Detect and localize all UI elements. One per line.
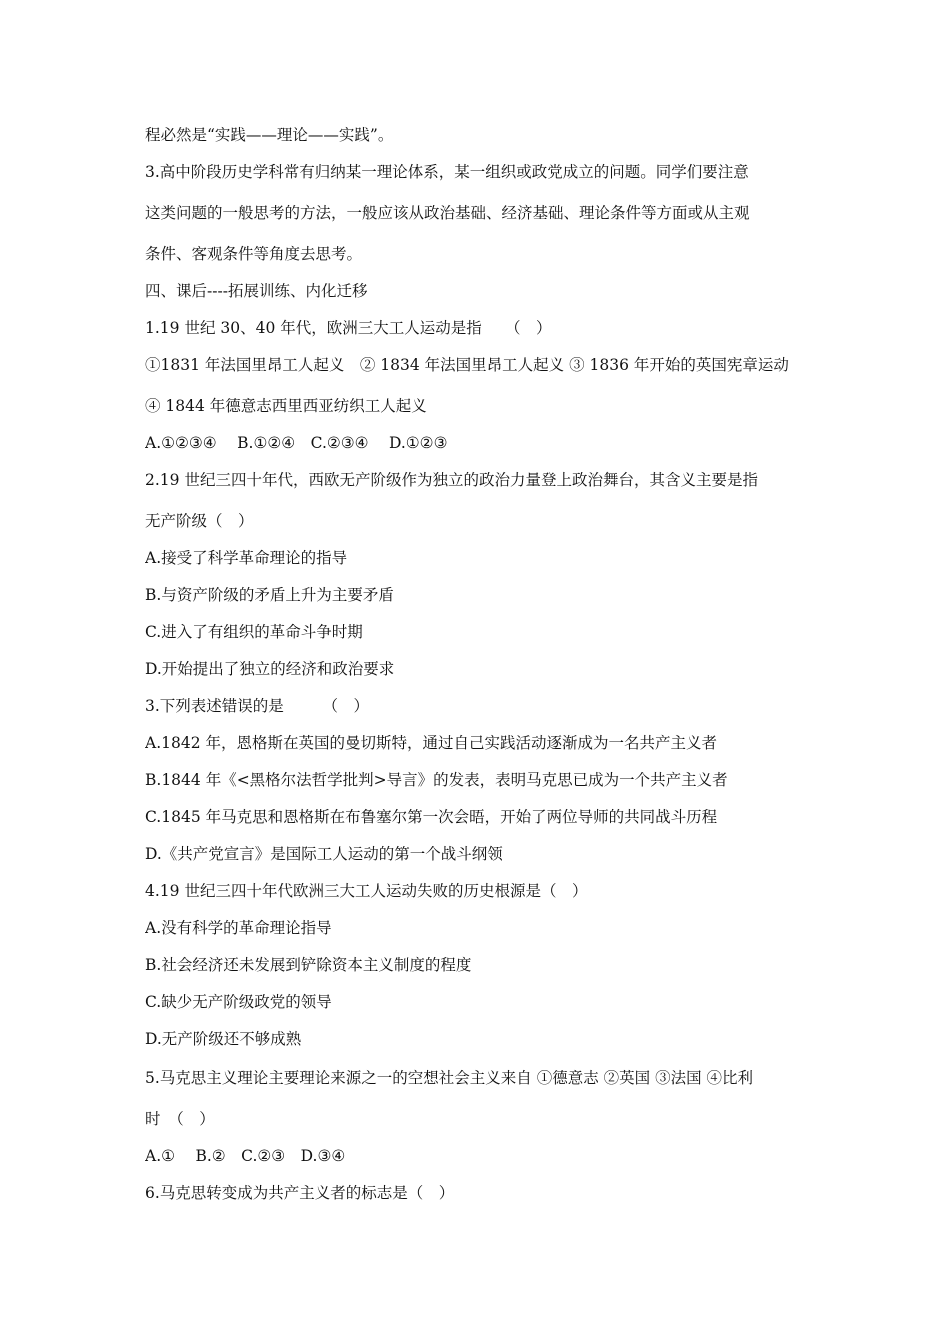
question-5-options: A.① B.② C.②③ D.③④ xyxy=(145,1147,346,1165)
text-line: 3.高中阶段历史学科常有归纳某一理论体系，某一组织或政党成立的问题。同学们要注意 xyxy=(145,163,749,181)
question-5: 时 （ ） xyxy=(145,1110,215,1128)
text-line: 程必然是“实践——理论——实践”。 xyxy=(145,126,394,144)
question-4-option-b: B.社会经济还未发展到铲除资本主义制度的程度 xyxy=(145,956,472,974)
question-3-option-d: D.《共产党宣言》是国际工人运动的第一个战斗纲领 xyxy=(145,845,503,863)
question-3-option-c: C.1845 年马克思和恩格斯在布鲁塞尔第一次会晤，开始了两位导师的共同战斗历程 xyxy=(145,808,718,826)
question-4-option-c: C.缺少无产阶级政党的领导 xyxy=(145,993,332,1011)
text-line: 这类问题的一般思考的方法，一般应该从政治基础、经济基础、理论条件等方面或从主观 xyxy=(145,204,750,222)
question-3: 3.下列表述错误的是 （ ） xyxy=(145,697,370,715)
section-heading: 四、课后----拓展训练、内化迁移 xyxy=(145,282,368,300)
question-5: 5.马克思主义理论主要理论来源之一的空想社会主义来自 ①德意志 ②英国 ③法国 ④比利 xyxy=(145,1069,753,1087)
question-2-option-a: A.接受了科学革命理论的指导 xyxy=(145,549,348,567)
question-2: 2.19 世纪三四十年代，西欧无产阶级作为独立的政治力量登上政治舞台，其含义主要是指 xyxy=(145,471,758,489)
question-6: 6.马克思转变成为共产主义者的标志是（ ） xyxy=(145,1184,455,1202)
question-4-option-a: A.没有科学的革命理论指导 xyxy=(145,919,332,937)
question-1-options: A.①②③④ B.①②④ C.②③④ D.①②③ xyxy=(145,434,448,452)
text-line: 条件、客观条件等角度去思考。 xyxy=(145,245,363,263)
question-1-items: ④ 1844 年德意志西里西亚纺织工人起义 xyxy=(145,397,427,415)
question-3-option-b: B.1844 年《<黑格尔法哲学批判>导言》的发表，表明马克思已成为一个共产主义者 xyxy=(145,771,728,789)
question-2-option-c: C.进入了有组织的革命斗争时期 xyxy=(145,623,363,641)
question-2-option-b: B.与资产阶级的矛盾上升为主要矛盾 xyxy=(145,586,394,604)
question-3-option-a: A.1842 年，恩格斯在英国的曼切斯特，通过自己实践活动逐渐成为一名共产主义者 xyxy=(145,734,717,752)
question-4-option-d: D.无产阶级还不够成熟 xyxy=(145,1030,302,1048)
question-4: 4.19 世纪三四十年代欧洲三大工人运动失败的历史根源是（ ） xyxy=(145,882,588,900)
question-2-option-d: D.开始提出了独立的经济和政治要求 xyxy=(145,660,395,678)
question-2: 无产阶级（ ） xyxy=(145,512,254,530)
question-1-items: ①1831 年法国里昂工人起义 ② 1834 年法国里昂工人起义 ③ 1836 年开始的英国宪章运动 xyxy=(145,356,789,374)
question-1: 1.19 世纪 30、40 年代，欧洲三大工人运动是指 （ ） xyxy=(145,319,552,337)
